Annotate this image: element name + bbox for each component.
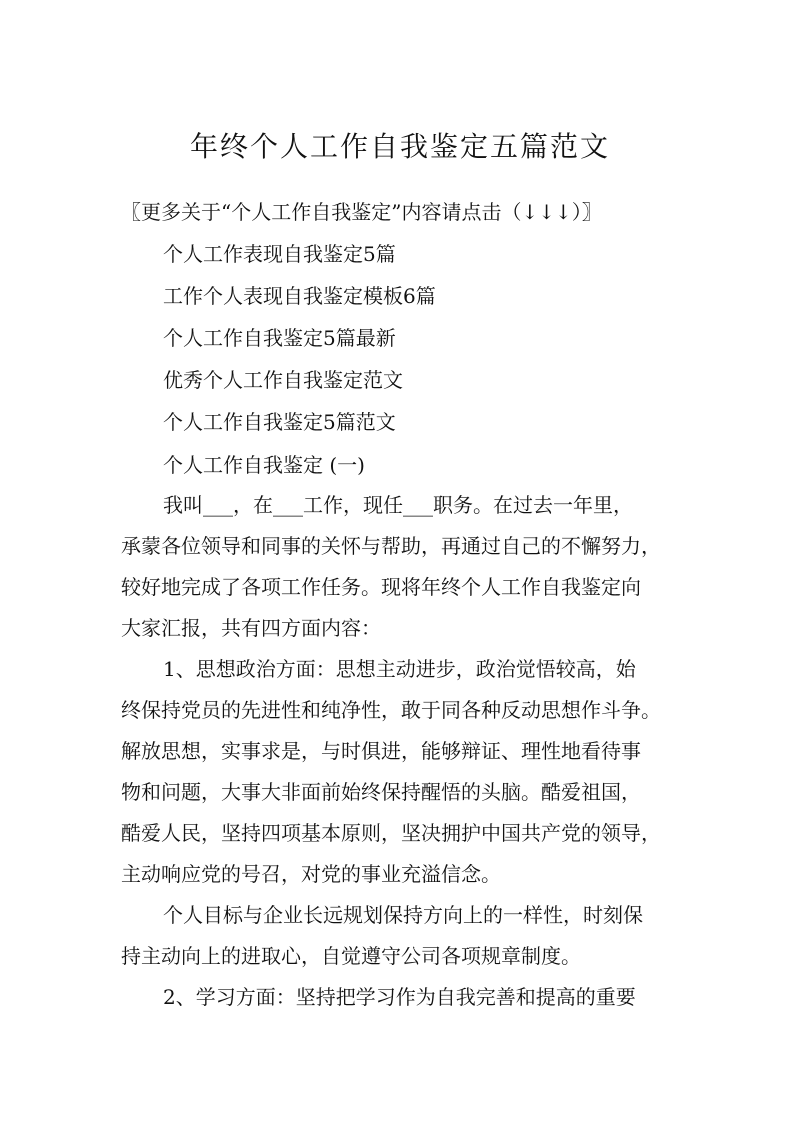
paragraph-line: 终保持党员的先进性和纯净性，敢于同各种反动思想作斗争。 — [121, 698, 661, 722]
paragraph-political — [121, 649, 681, 895]
related-link-5[interactable]: 个人工作自我鉴定5篇范文 — [163, 410, 396, 434]
paragraph-line: 较好地完成了各项工作任务。现将年终个人工作自我鉴定向 — [121, 575, 641, 599]
paragraph-line: 解放思想，实事求是，与时俱进，能够辩证、理性地看待事 — [121, 739, 641, 763]
paragraph-study — [121, 977, 681, 1018]
section-heading: 个人工作自我鉴定 (一) — [163, 453, 365, 477]
document-title: 年终个人工作自我鉴定五篇范文 — [189, 130, 610, 163]
paragraph-intro — [121, 485, 681, 649]
paragraph-goals — [121, 895, 681, 977]
related-link-1[interactable]: 个人工作表现自我鉴定5篇 — [163, 242, 396, 266]
paragraph-line: 酷爱人民，坚持四项基本原则，坚决拥护中国共产党的领导， — [121, 821, 661, 845]
paragraph-line: 承蒙各位领导和同事的关怀与帮助，再通过自己的不懈努力， — [121, 534, 661, 558]
paragraph-line: 物和问题，大事大非面前始终保持醒悟的头脑。酷爱祖国， — [121, 780, 641, 804]
paragraph-line: 个人目标与企业长远规划保持方向上的一样性，时刻保 — [163, 903, 643, 927]
paragraph-line: 持主动向上的进取心，自觉遵守公司各项规章制度。 — [121, 944, 581, 968]
related-link-4[interactable]: 优秀个人工作自我鉴定范文 — [163, 368, 403, 392]
paragraph-line: 2、学习方面：坚持把学习作为自我完善和提高的重要 — [163, 985, 636, 1009]
more-content-link[interactable]: 〖更多关于“个人工作自我鉴定”内容请点击（↓↓↓）〗 — [121, 200, 602, 224]
paragraph-line: 大家汇报，共有四方面内容： — [121, 616, 381, 640]
paragraph-line: 我叫___，在___工作，现任___职务。在过去一年里， — [163, 493, 633, 517]
related-link-2[interactable]: 工作个人表现自我鉴定模板6篇 — [163, 284, 436, 308]
paragraph-line: 主动响应党的号召，对党的事业充溢信念。 — [121, 862, 501, 886]
related-link-3[interactable]: 个人工作自我鉴定5篇最新 — [163, 326, 396, 350]
paragraph-line: 1、思想政治方面：思想主动进步，政治觉悟较高，始 — [163, 657, 636, 681]
